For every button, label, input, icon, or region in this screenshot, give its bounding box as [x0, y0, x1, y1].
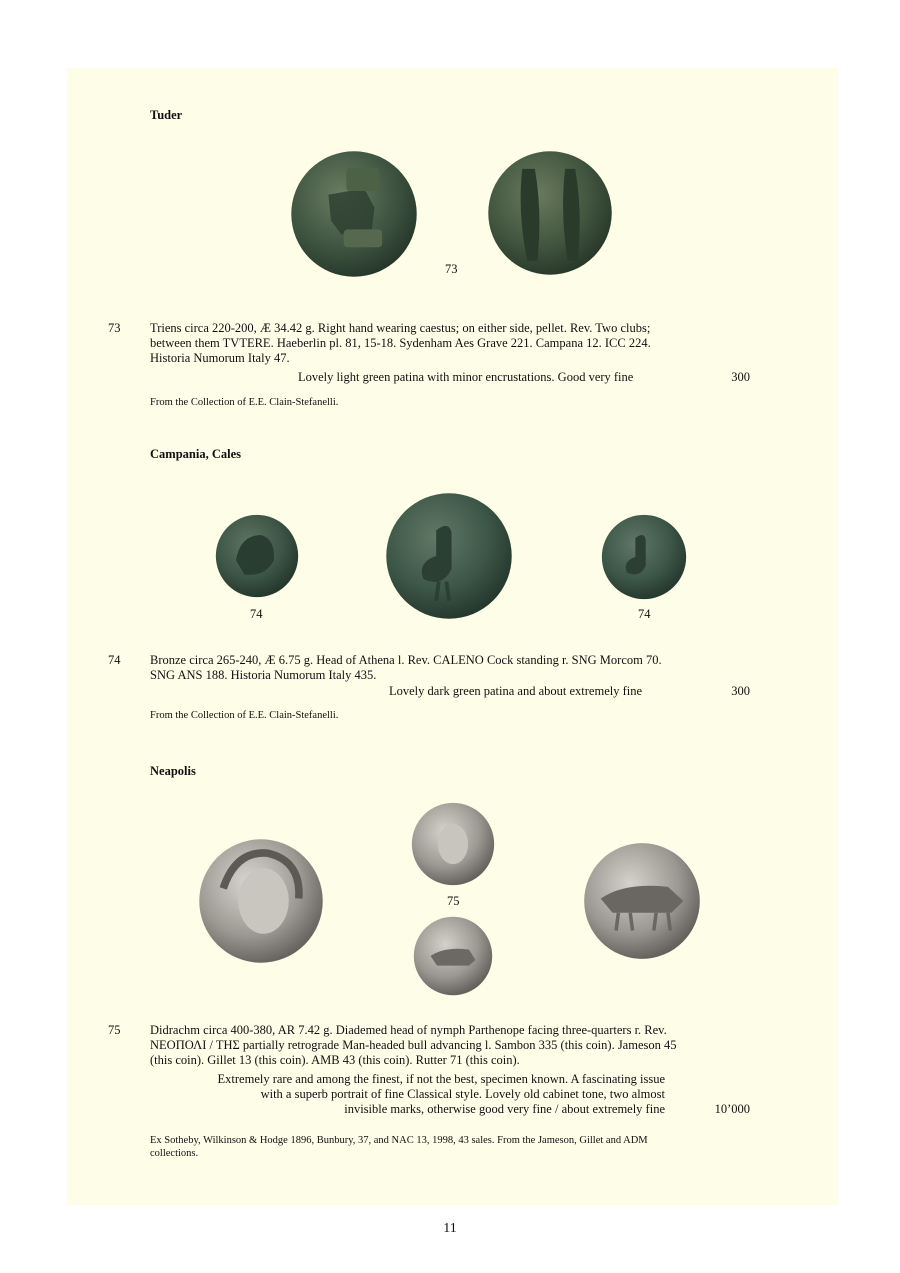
description-line: Didrachm circa 400-380, AR 7.42 g. Diademed head of nymph Parthenope facing three-quarters r. Rev. — [150, 1023, 667, 1037]
description-line: Bronze circa 265-240, Æ 6.75 g. Head of Athena l. Rev. CALENO Cock standing r. SNG Morcom 70. — [150, 653, 662, 667]
lot-75-provenance — [150, 1134, 750, 1160]
photo-label-74-right: 74 — [638, 607, 651, 621]
lot-75-condition — [160, 1072, 665, 1117]
photo-label-73: 73 — [445, 262, 458, 276]
description-line: between them TVTERE. Haeberlin pl. 81, 15-18. Sydenham Aes Grave 221. Campana 12. ICC 224. — [150, 336, 651, 350]
description-line: Historia Numorum Italy 47. — [150, 351, 290, 365]
lot-74-description — [150, 653, 750, 683]
lot-number-73: 73 — [108, 321, 121, 335]
lot-number-75: 75 — [108, 1023, 121, 1037]
section-heading-neapolis: Neapolis — [150, 764, 196, 778]
coin-75-reverse-image — [413, 913, 493, 999]
coin-74-obverse-image — [214, 514, 300, 598]
lot-number-74: 74 — [108, 653, 121, 667]
description-line: Triens circa 220-200, Æ 34.42 g. Right hand wearing caestus; on either side, pellet. Rev. Two clubs; — [150, 321, 651, 335]
lot-73-estimate: 300 — [731, 370, 750, 384]
lot-74-estimate: 300 — [731, 684, 750, 698]
coin-75-reverse-enlarged-image — [583, 835, 701, 967]
provenance-line: Ex Sotheby, Wilkinson & Hodge 1896, Bunbury, 37, and NAC 13, 1998, 43 sales. From the Jameson, Gillet and ADM — [150, 1135, 648, 1146]
lot-73-description — [150, 321, 750, 366]
lot-75-estimate: 10’000 — [714, 1102, 750, 1116]
lot-74-provenance: From the Collection of E.E. Clain-Stefanelli. — [150, 710, 339, 721]
coin-73-obverse-image — [288, 150, 420, 278]
photo-label-74-left: 74 — [250, 607, 263, 621]
coin-73-reverse-image — [487, 148, 613, 278]
condition-line: with a superb portrait of fine Classical style. Lovely old cabinet tone, two almost — [260, 1087, 665, 1101]
section-heading-campania-cales: Campania, Cales — [150, 447, 241, 461]
coin-75-obverse-enlarged-image — [198, 837, 324, 965]
coin-75-obverse-image — [411, 801, 495, 887]
description-line: (this coin). Gillet 13 (this coin). AMB 43 (this coin). Rutter 71 (this coin). — [150, 1053, 520, 1067]
lot-75-description — [150, 1023, 750, 1068]
page-number: 11 — [443, 1221, 457, 1236]
condition-line: Extremely rare and among the finest, if not the best, specimen known. A fascinating issue — [217, 1072, 665, 1086]
lot-73-condition: Lovely light green patina with minor encrustations. Good very fine — [298, 370, 634, 384]
provenance-line: collections. — [150, 1148, 199, 1159]
description-line: ΝΕΟΠΟΛΙ / ΤΗΣ partially retrograde Man-headed bull advancing l. Sambon 335 (this coin). Jameson 45 — [150, 1038, 677, 1052]
section-heading-tuder: Tuder — [150, 108, 183, 122]
photo-label-75: 75 — [447, 894, 460, 908]
description-line: SNG ANS 188. Historia Numorum Italy 435. — [150, 668, 377, 682]
lot-74-condition: Lovely dark green patina and about extremely fine — [389, 684, 643, 698]
lot-73-provenance: From the Collection of E.E. Clain-Stefanelli. — [150, 397, 339, 408]
coin-74-reverse-image — [385, 492, 513, 620]
condition-line: invisible marks, otherwise good very fine / about extremely fine — [344, 1102, 665, 1116]
coin-74-reverse-alt-image — [601, 514, 687, 600]
